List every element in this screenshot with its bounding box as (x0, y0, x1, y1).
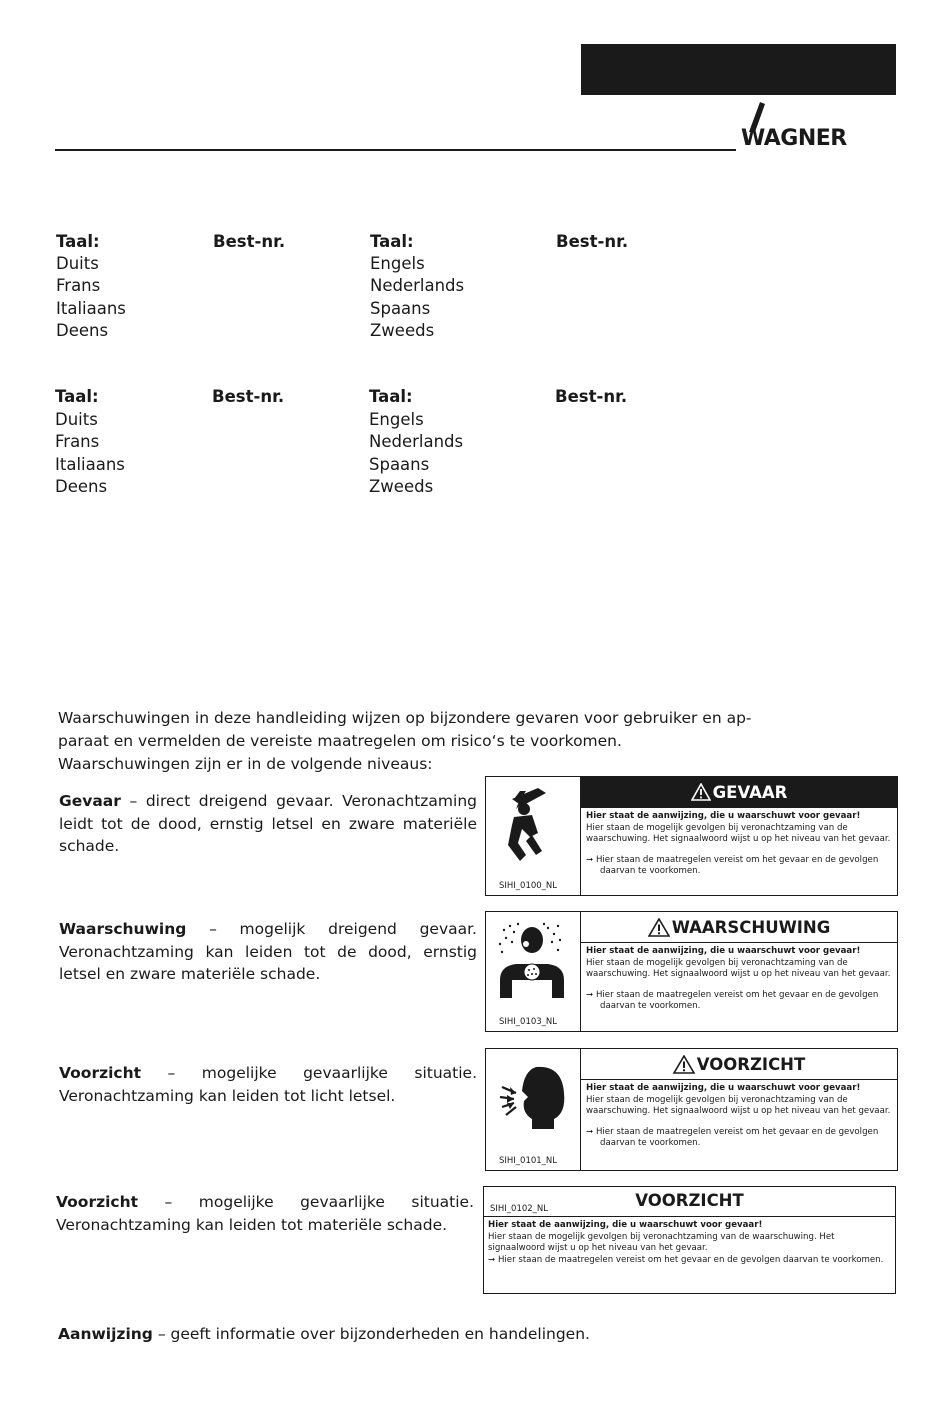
pictogram-area (486, 1049, 581, 1170)
electric-shock-icon (492, 785, 572, 867)
safety-box-text (484, 1217, 895, 1266)
pictogram-area (486, 912, 581, 1031)
language-item: Deens (56, 320, 109, 340)
box-measure-text: Hier staan de maatregelen vereist om het gevaar en de gevolgen daarvan te voorkomen. (595, 1126, 879, 1149)
language-item: Italiaans (55, 454, 125, 474)
language-item: Engels (369, 410, 424, 429)
level-waarschuwing-description (59, 918, 477, 986)
header-order-number: Best-nr. (213, 232, 286, 251)
pictogram-area (486, 777, 581, 895)
header-language: Taal: (56, 232, 100, 251)
box-consequence: Hier staan de mogelijk gevolgen bij veronachtzaming van de waarschuwing. Het signaalwoord wijst u op het niveau van het gevaar. (586, 822, 891, 845)
header-language: Taal: (370, 232, 414, 251)
level-term: Waarschuwing (59, 920, 187, 938)
language-item: Engels (370, 254, 425, 273)
level-desc: – mogelijke gevaarlijke situatie. Veronachtzaming kan leiden tot licht letsel. (59, 1064, 477, 1105)
box-heading: Hier staat de aanwijzing, die u waarschuwt voor gevaar! (586, 946, 861, 956)
header-language: Taal: (369, 387, 413, 406)
logo-wordmark: WAGNER (741, 126, 847, 151)
box-measure-text: Hier staan de maatregelen vereist om het gevaar en de gevolgen daarvan te voorkomen. (595, 854, 879, 877)
language-item: Spaans (369, 454, 430, 474)
language-item: Deens (55, 476, 108, 496)
header-order-number: Best-nr. (212, 387, 285, 406)
intro-line: paraat en vermelden de vereiste maatregelen om risico‘s te voorkomen. (58, 732, 622, 750)
toxic-fumes-icon (492, 920, 572, 1002)
pictogram-code: SIHI_0100_NL (499, 881, 558, 891)
note-desc: – geeft informatie over bijzonderheden en handelingen. (157, 1325, 590, 1343)
voorzicht-material-safety-box (483, 1186, 896, 1294)
pictogram-code: SIHI_0102_NL (490, 1204, 549, 1214)
language-item: Duits (55, 410, 98, 429)
safety-box-text (581, 943, 897, 1013)
box-measure (488, 1255, 890, 1267)
level-desc: – mogelijke gevaarlijke situatie. Veronachtzaming kan leiden tot materiële schade. (56, 1193, 474, 1234)
language-item: Duits (56, 254, 99, 273)
language-list-right (370, 253, 464, 342)
signal-word-banner (581, 912, 897, 943)
signal-word: VOORZICHT (696, 1054, 806, 1074)
safety-box-content (581, 912, 897, 1031)
language-item: Nederlands (369, 432, 464, 452)
language-list-right (369, 409, 463, 498)
header-black-bar (581, 44, 896, 95)
warning-triangle-icon (648, 918, 670, 937)
box-measure-text: Hier staan de maatregelen vereist om het gevaar en de gevolgen daarvan te voorkomen. (497, 1254, 884, 1265)
note-paragraph (58, 1323, 590, 1345)
arrow-icon: ➞ (488, 1254, 498, 1265)
box-heading: Hier staat de aanwijzing, die u waarschuwt voor gevaar! (488, 1220, 763, 1230)
arrow-icon: ➞ (586, 1126, 596, 1137)
header-language: Taal: (55, 387, 99, 406)
signal-word: GEVAAR (712, 782, 788, 802)
intro-line: Waarschuwingen in deze handleiding wijzen op bijzondere gevaren voor gebruiker en ap- (58, 709, 752, 727)
language-item: Nederlands (370, 276, 465, 296)
intro-line: Waarschuwingen zijn er in de volgende niveaus: (58, 755, 433, 773)
box-consequence: Hier staan de mogelijk gevolgen bij veronachtzaming van de waarschuwing. Het signaalwoord wijst u op het niveau van het gevaar. (586, 1094, 891, 1117)
box-measure (586, 855, 892, 878)
box-heading: Hier staat de aanwijzing, die u waarschuwt voor gevaar! (586, 811, 861, 821)
header-order-number: Best-nr. (555, 387, 628, 406)
box-heading: Hier staat de aanwijzing, die u waarschuwt voor gevaar! (586, 1083, 861, 1093)
pictogram-code: SIHI_0101_NL (499, 1156, 558, 1166)
safety-box-content (581, 777, 897, 895)
arrow-icon: ➞ (586, 989, 596, 1000)
signal-word: VOORZICHT (635, 1191, 744, 1210)
language-item: Frans (55, 432, 100, 452)
voorzicht-safety-box (485, 1048, 898, 1171)
box-measure-text: Hier staan de maatregelen vereist om het gevaar en de gevolgen daarvan te voorkomen. (595, 989, 879, 1012)
intro-paragraph (58, 707, 758, 776)
eye-injury-icon (492, 1057, 572, 1139)
language-item: Zweeds (370, 320, 435, 340)
signal-word-banner (484, 1187, 895, 1217)
waarschuwing-safety-box (485, 911, 898, 1032)
warning-triangle-icon (691, 783, 711, 801)
language-item: Italiaans (56, 298, 126, 318)
signal-word: WAARSCHUWING (671, 917, 831, 937)
language-item: Zweeds (369, 476, 434, 496)
box-consequence: Hier staan de mogelijk gevolgen bij veronachtzaming van de waarschuwing. Het signaalwoord wijst u op het niveau van het gevaar. (488, 1231, 835, 1254)
box-measure (586, 1127, 892, 1150)
box-measure (586, 990, 892, 1013)
safety-box-content (581, 1049, 897, 1170)
gevaar-safety-box (485, 776, 898, 896)
level-desc: – direct dreigend gevaar. Veronachtzaming leidt tot de dood, ernstig letsel en zware materiële schade. (59, 792, 477, 855)
level-gevaar-description (59, 790, 477, 858)
signal-word-banner (581, 777, 897, 808)
warning-triangle-icon (673, 1055, 695, 1074)
level-voorzicht-description (59, 1062, 477, 1107)
level-term: Voorzicht (56, 1193, 139, 1211)
arrow-icon: ➞ (586, 854, 596, 865)
language-item: Frans (56, 276, 101, 296)
signal-word-banner (581, 1049, 897, 1080)
language-list-left (56, 253, 126, 342)
pictogram-code: SIHI_0103_NL (499, 1017, 558, 1027)
wagner-logo (741, 102, 897, 152)
language-item: Spaans (370, 298, 431, 318)
language-list-left (55, 409, 125, 498)
level-voorzicht-material-description (56, 1191, 474, 1236)
note-term: Aanwijzing (58, 1325, 153, 1343)
header-order-number: Best-nr. (556, 232, 629, 251)
header-rule (55, 149, 736, 151)
box-consequence: Hier staan de mogelijk gevolgen bij veronachtzaming van de waarschuwing. Het signaalwoord wijst u op het niveau van het gevaar. (586, 957, 891, 980)
level-desc: – mogelijk dreigend gevaar. Veronachtzaming kan leiden tot de dood, ernstig letsel en zware materiële schade. (59, 920, 477, 983)
level-term: Voorzicht (59, 1064, 142, 1082)
level-term: Gevaar (59, 792, 121, 810)
safety-box-text (581, 808, 897, 878)
safety-box-text (581, 1080, 897, 1150)
